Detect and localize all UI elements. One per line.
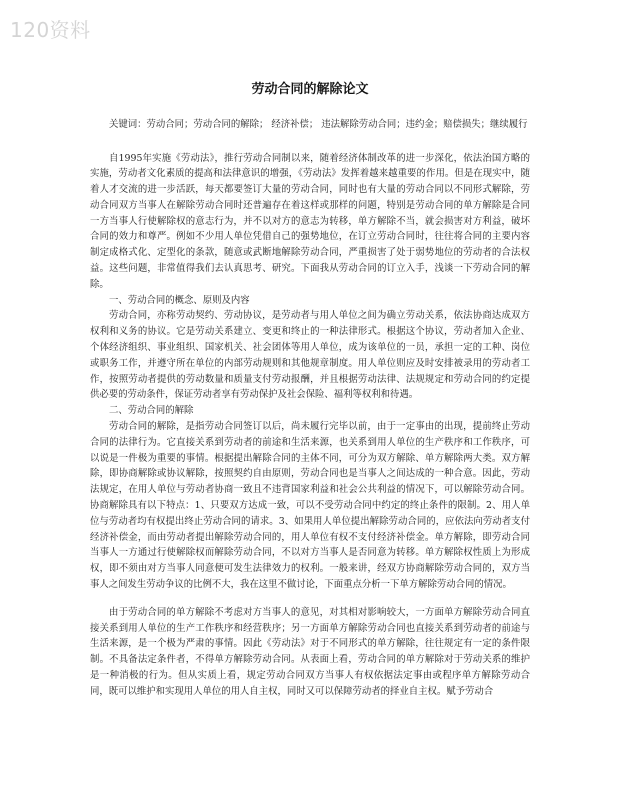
section-heading-2: 二、劳动合同的解除	[109, 405, 194, 417]
paragraph-termination: 劳动合同的解除，是指劳动合同签订以后，尚未履行完毕以前，由于一定事由的出现，提前终止劳动合同的法律行为。它直接关系到劳动者的前途和生活来源，也关系到用人单位的生产秩序和工作秩序，可以说是一件极为重要的事情。根据提出解除合同的主体不同，可分为双方解除、单方解除两大类。双方解除，即协商解除或协议解除，按照契约自由原则，劳动合同也是当事人之间达成的一种合意。因此，劳动法规定，在用人单位与劳动者协商一致且不违背国家利益和社会公共利益的情况下，可以解除劳动合同。协商解除具有以下特点：1、只要双方达成一致，可以不受劳动合同中约定的终止条件的限制。2、用人单位与劳动者均有权提出终止劳动合同的请求。3、如果用人单位提出解除劳动合同的，应依法向劳动者支付经济补偿金，而由劳动者提出解除劳动合同的，用人单位有权不支付经济补偿金。单方解除，即劳动合同当事人一方通过行使解除权而解除劳动合同，不以对方当事人是否同意为转移。单方解除权性质上为形成权，即不须由对方当事人同意便可发生法律效力的权利。一般来讲，经双方协商解除劳动合同的，双方当事人之间发生劳动争议的比例不大，我在这里不做讨论，下面重点分析一下单方解除劳动合同的情况。	[90, 421, 530, 591]
keywords-line: 关键词：劳动合同；劳动合同的解除； 经济补偿； 违法解除劳动合同；违约金；赔偿损失；继续履行	[109, 119, 528, 130]
paragraph-definition: 劳动合同，亦称劳动契约、劳动协议，是劳动者与用人单位之间为确立劳动关系，依法协商达成双方权利和义务的协议。它是劳动关系建立、变更和终止的一种法律形式。根据这个协议，劳动者加入企业、个体经济组织、事业组织、国家机关、社会团体等用人单位，成为该单位的一员，承担一定的工种、岗位或职务工作，并遵守所在单位的内部劳动规则和其他规章制度。用人单位则应及时安排被录用的劳动者工作，按照劳动者提供的劳动数量和质量支付劳动报酬，并且根据劳动法律、法规规定和劳动合同的约定提供必要的劳动条件，保证劳动者享有劳动保护及社会保险、福利等权利和待遇。	[90, 310, 530, 401]
document-title: 劳动合同的解除论文	[251, 82, 369, 97]
paragraph-intro: 自1995年实施《劳动法》，推行劳动合同制以来，随着经济体制改革的进一步深化，依法治国方略的实施，劳动者文化素质的提高和法律意识的增强，《劳动法》发挥着越来越重要的作用。但是在现实中，随着人才交流的进一步活跃，每天都要签订大量的劳动合同，同时也有大量的劳动合同以不同形式解除，劳动合同双方当事人在解除劳动合同时还普遍存在着这样或那样的问题，特别是劳动合同的单方解除是合同一方当事人行使解除权的意志行为，并不以对方的意志为转移，单方解除不当，就会损害对方利益，破坏合同的效力和尊严。例如不少用人单位凭借自己的强势地位，在订立劳动合同时，往往将合同的主要内容制定成格式化、定型化的条款，随意或武断地解除劳动合同，严重损害了处于弱势地位的劳动者的合法权益。这些问题，非常值得我们去认真思考、研究。下面我从劳动合同的订立入手，浅谈一下劳动合同的解除。	[90, 152, 530, 290]
document-page	[90, 78, 530, 700]
paragraph-unilateral: 由于劳动合同的单方解除不考虑对方当事人的意见，对其相对影响较大，一方面单方解除劳动合同直接关系到用人单位的生产工作秩序和经营秩序；另一方面单方解除劳动合同也直接关系到劳动者的前途与生活来源，是一个极为严肃的事情。因此《劳动法》对于不同形式的单方解除，往往规定有一定的条件限制。不具备法定条件者，不得单方解除劳动合同。从表面上看，劳动合同的单方解除对于劳动关系的维护是一种消极的行为。但从实质上看，规定劳动合同双方当事人有权依据法定事由或程序单方解除劳动合同，既可以维护和实现用人单位的用人自主权，同时又可以保障劳动者的择业自主权。赋予劳动合	[90, 606, 530, 697]
paragraph-gap	[90, 593, 530, 605]
section-heading-1: 一、劳动合同的概念、原则及内容	[109, 294, 250, 306]
watermark-logo: 120资料	[10, 18, 91, 42]
